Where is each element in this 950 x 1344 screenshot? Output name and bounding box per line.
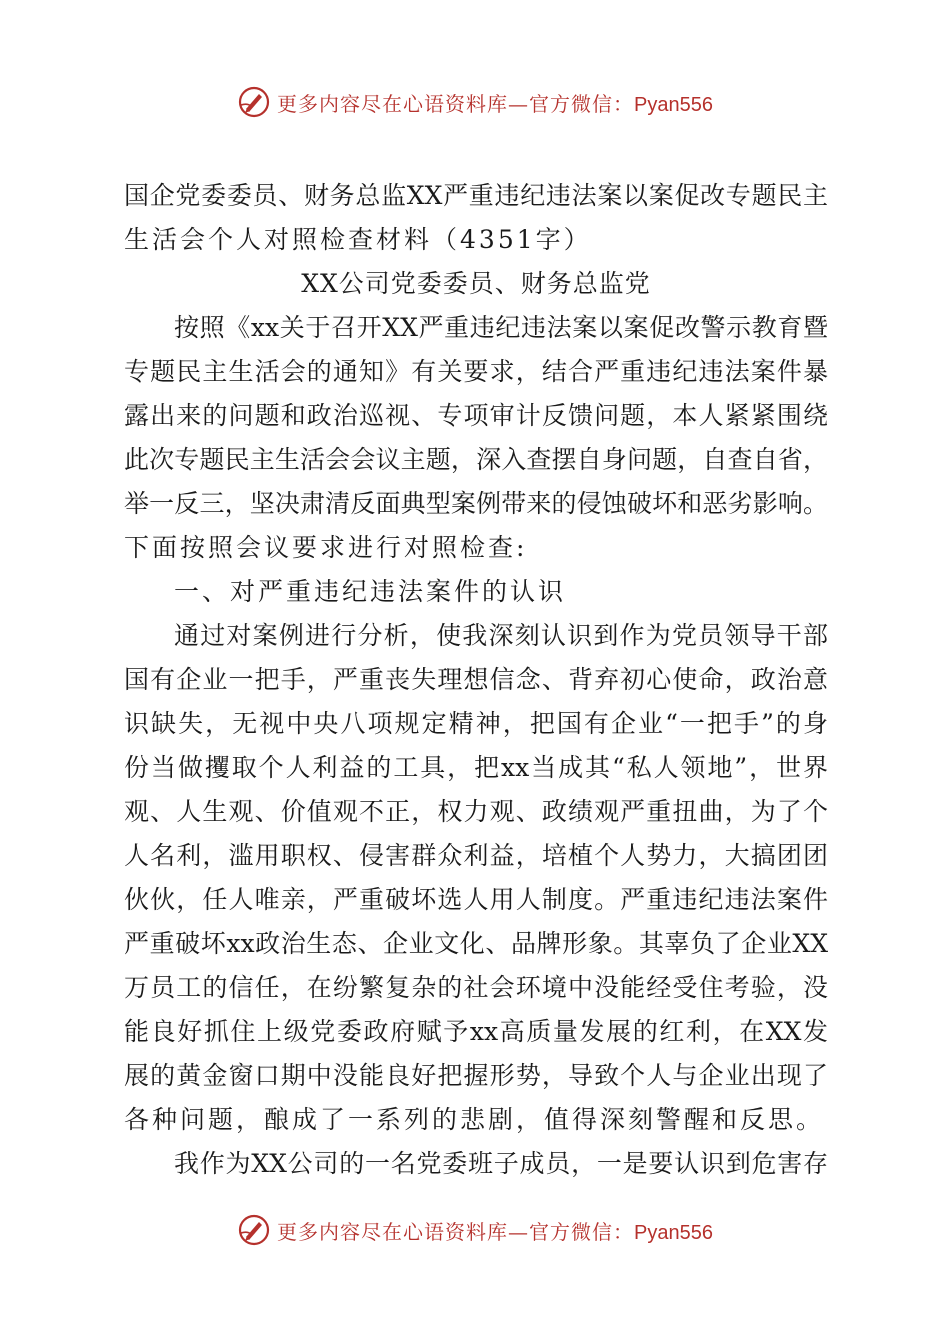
paragraph-2-line: 识缺失，无视中央八项规定精神，把国有企业“一把手”的身 xyxy=(124,709,828,738)
pen-circle-logo-icon xyxy=(237,85,271,119)
paragraph-2-line: 通过对案例进行分析，使我深刻认识到作为党员领导干部 xyxy=(174,621,828,650)
paragraph-1-line: 露出来的问题和政治巡视、专项审计反馈问题，本人紧紧围绕 xyxy=(124,401,828,430)
paragraph-2-line: 能良好抓住上级党委政府赋予xx高质量发展的红利，在XX发 xyxy=(124,1017,828,1046)
paragraph-1-line: 按照《xx关于召开XX严重违纪违法案以案促改警示教育暨 xyxy=(174,313,828,342)
document-title-line-1: 国企党委委员、财务总监XX严重违纪违法案以案促改专题民主 xyxy=(124,181,828,210)
pen-circle-logo-icon xyxy=(237,1213,271,1247)
document-subtitle: XX公司党委委员、财务总监党 xyxy=(301,269,651,298)
section-heading-1: 一、对严重违纪违法案件的认识 xyxy=(174,577,567,606)
paragraph-1-line: 下面按照会议要求进行对照检查: xyxy=(124,533,528,562)
paragraph-3-line: 我作为XX公司的一名党委班子成员，一是要认识到危害存 xyxy=(174,1149,828,1178)
paragraph-2-line: 伙伙，任人唯亲，严重破坏选人用人制度。严重违纪违法案件 xyxy=(124,885,828,914)
document-title-line-2: 生活会个人对照检查材料（4351字） xyxy=(124,225,592,254)
paragraph-2-line: 展的黄金窗口期中没能良好把握形势，导致个人与企业出现了 xyxy=(124,1061,828,1090)
paragraph-2-line: 严重破坏xx政治生态、企业文化、品牌形象。其辜负了企业XX xyxy=(124,929,828,958)
paragraph-2-line: 万员工的信任，在纷繁复杂的社会环境中没能经受住考验，没 xyxy=(124,973,828,1002)
paragraph-2-line: 各种问题，酿成了一系列的悲剧，值得深刻警醒和反思。 xyxy=(124,1105,825,1134)
paragraph-1-line: 举一反三，坚决肃清反面典型案例带来的侵蚀破坏和恶劣影响。 xyxy=(124,489,828,518)
watermark-wechat-id: Pyan556 xyxy=(634,1221,713,1244)
watermark-text: 更多内容尽在心语资料库—官方微信：Pyan556 xyxy=(277,91,713,116)
paragraph-1-line: 此次专题民主生活会会议主题，深入查摆自身问题，自查自省， xyxy=(124,445,828,474)
paragraph-2-line: 国有企业一把手，严重丧失理想信念、背弃初心使命，政治意 xyxy=(124,665,828,694)
paragraph-2-line: 观、人生观、价值观不正，权力观、政绩观严重扭曲，为了个 xyxy=(124,797,828,826)
paragraph-2-line: 人名利，滥用职权、侵害群众利益，培植个人势力，大搞团团 xyxy=(124,841,828,870)
watermark-banner-top xyxy=(0,80,950,124)
paragraph-2-line: 份当做攫取个人利益的工具，把xx当成其“私人领地”，世界 xyxy=(124,753,828,782)
watermark-text: 更多内容尽在心语资料库—官方微信：Pyan556 xyxy=(277,1219,713,1244)
document-body xyxy=(124,174,828,1186)
watermark-wechat-id: Pyan556 xyxy=(634,93,713,116)
watermark-banner-bottom xyxy=(0,1208,950,1252)
paragraph-1-line: 专题民主生活会的通知》有关要求，结合严重违纪违法案件暴 xyxy=(124,357,828,386)
